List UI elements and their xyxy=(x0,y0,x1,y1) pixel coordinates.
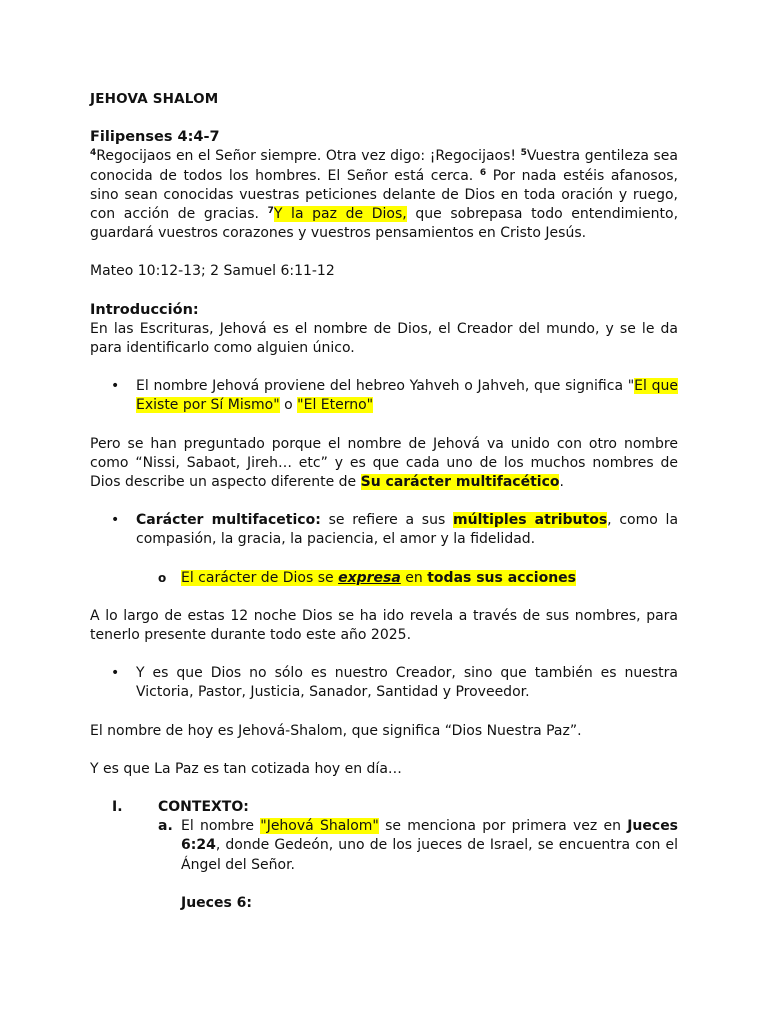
list-item xyxy=(90,511,678,549)
highlighted-phrase: Y la paz de Dios, xyxy=(273,206,407,223)
bullet-icon: • xyxy=(111,665,120,682)
emphasized-word: expresa xyxy=(338,569,401,586)
item-text: , donde Gedeón, uno de los jueces de Israel, se encuentra con el Ángel del Señor. xyxy=(181,837,678,873)
bullet-icon: • xyxy=(111,512,120,529)
verse-text: Vuestra gentileza sea conocida de todos los hombres. El Señor está cerca. xyxy=(90,148,678,184)
paragraph xyxy=(90,435,678,493)
list-item-text: se refiere a sus xyxy=(328,512,446,529)
paragraph-text: Pero se han preguntado porque el nombre de Jehová va unido con otro nombre como “Nissi, Sabaot, Jireh… etc” y es que cada uno de los muchos nombres de Dios describe un aspecto diferente de xyxy=(90,435,678,491)
bullet-list xyxy=(90,511,678,549)
sub-heading xyxy=(90,894,678,913)
verse-text: Regocijaos en el Señor siempre. Otra vez digo: ¡Regocijaos! xyxy=(96,148,517,165)
verse-number: 5 xyxy=(520,148,527,159)
sub-bullet-marker: o xyxy=(158,570,167,585)
intro-paragraph: En las Escrituras, Jehová es el nombre de Dios, el Creador del mundo, y se le da para identificarlo como alguien único. xyxy=(90,320,678,357)
section-numeral: I. xyxy=(112,799,123,816)
sub-heading-text: Jueces 6: xyxy=(181,894,253,911)
item-letter: a. xyxy=(158,818,173,835)
verse-text: Por nada estéis afanosos, sino sean conocidas vuestras peticiones delante de Dios en toda oración y ruego, con acción de gracias. xyxy=(90,167,679,223)
document-title: JEHOVA SHALOM xyxy=(90,91,219,107)
section-title: CONTEXTO: xyxy=(158,799,249,816)
highlighted-phrase: "Jehová Shalom" xyxy=(260,818,379,835)
sub-item-bold: todas sus acciones xyxy=(427,569,576,586)
paragraph: Y es que La Paz es tan cotizada hoy en día… xyxy=(90,760,402,777)
item-text: El nombre xyxy=(181,818,254,835)
bullet-list xyxy=(90,377,678,415)
cross-references: Mateo 10:12-13; 2 Samuel 6:11-12 xyxy=(90,263,335,280)
sub-item-text: en xyxy=(405,569,423,586)
paragraph-text: . xyxy=(559,474,564,491)
list-item xyxy=(90,664,678,702)
verse-number: 6 xyxy=(479,167,487,178)
list-item-text: Y es que Dios no sólo es nuestro Creador, sino que también es nuestra Victoria, Pastor, Justicia, Sanador, Santidad y Proveedor. xyxy=(136,665,678,701)
sub-list-item xyxy=(90,569,678,588)
list-item-term: Carácter multifacetico: xyxy=(136,512,321,529)
paragraph: A lo largo de estas 12 noche Dios se ha ido revela a través de sus nombres, para tenerlo presente durante todo este año 2025. xyxy=(90,607,678,644)
verse-number: 7 xyxy=(267,206,274,217)
highlighted-phrase xyxy=(181,570,576,586)
document-page xyxy=(90,90,678,913)
highlighted-phrase: El que Existe por Sí Mismo" xyxy=(136,378,678,414)
passage-reference: Filipenses 4:4-7 xyxy=(90,129,220,146)
bible-reference: Jueces 6:24 xyxy=(181,818,679,854)
bullet-icon: • xyxy=(111,378,120,395)
highlighted-phrase: Su carácter multifacético xyxy=(360,474,560,491)
bullet-list xyxy=(90,664,678,702)
paragraph: El nombre de hoy es Jehová-Shalom, que significa “Dios Nuestra Paz”. xyxy=(90,722,582,739)
highlighted-phrase: "El Eterno" xyxy=(297,397,374,414)
section-item xyxy=(90,817,678,875)
list-item-text: o xyxy=(284,397,293,414)
verse-text: que sobrepasa todo entendimiento, guardará vuestros corazones y vuestros pensamientos en Cristo Jesús. xyxy=(90,206,679,242)
section-heading xyxy=(90,798,678,817)
item-text: se menciona por primera vez en xyxy=(385,818,621,835)
sub-item-text: El carácter de Dios se xyxy=(181,569,334,586)
verse-number: 4 xyxy=(90,148,97,159)
list-item xyxy=(90,377,678,415)
passage-text xyxy=(90,147,678,243)
list-item-text: El nombre Jehová proviene del hebreo Yahveh o Jahveh, que significa " xyxy=(136,378,635,395)
intro-heading: Introducción: xyxy=(90,301,199,318)
highlighted-phrase: múltiples atributos xyxy=(453,512,608,529)
list-item-text: , como la compasión, la gracia, la paciencia, el amor y la fidelidad. xyxy=(136,512,679,548)
